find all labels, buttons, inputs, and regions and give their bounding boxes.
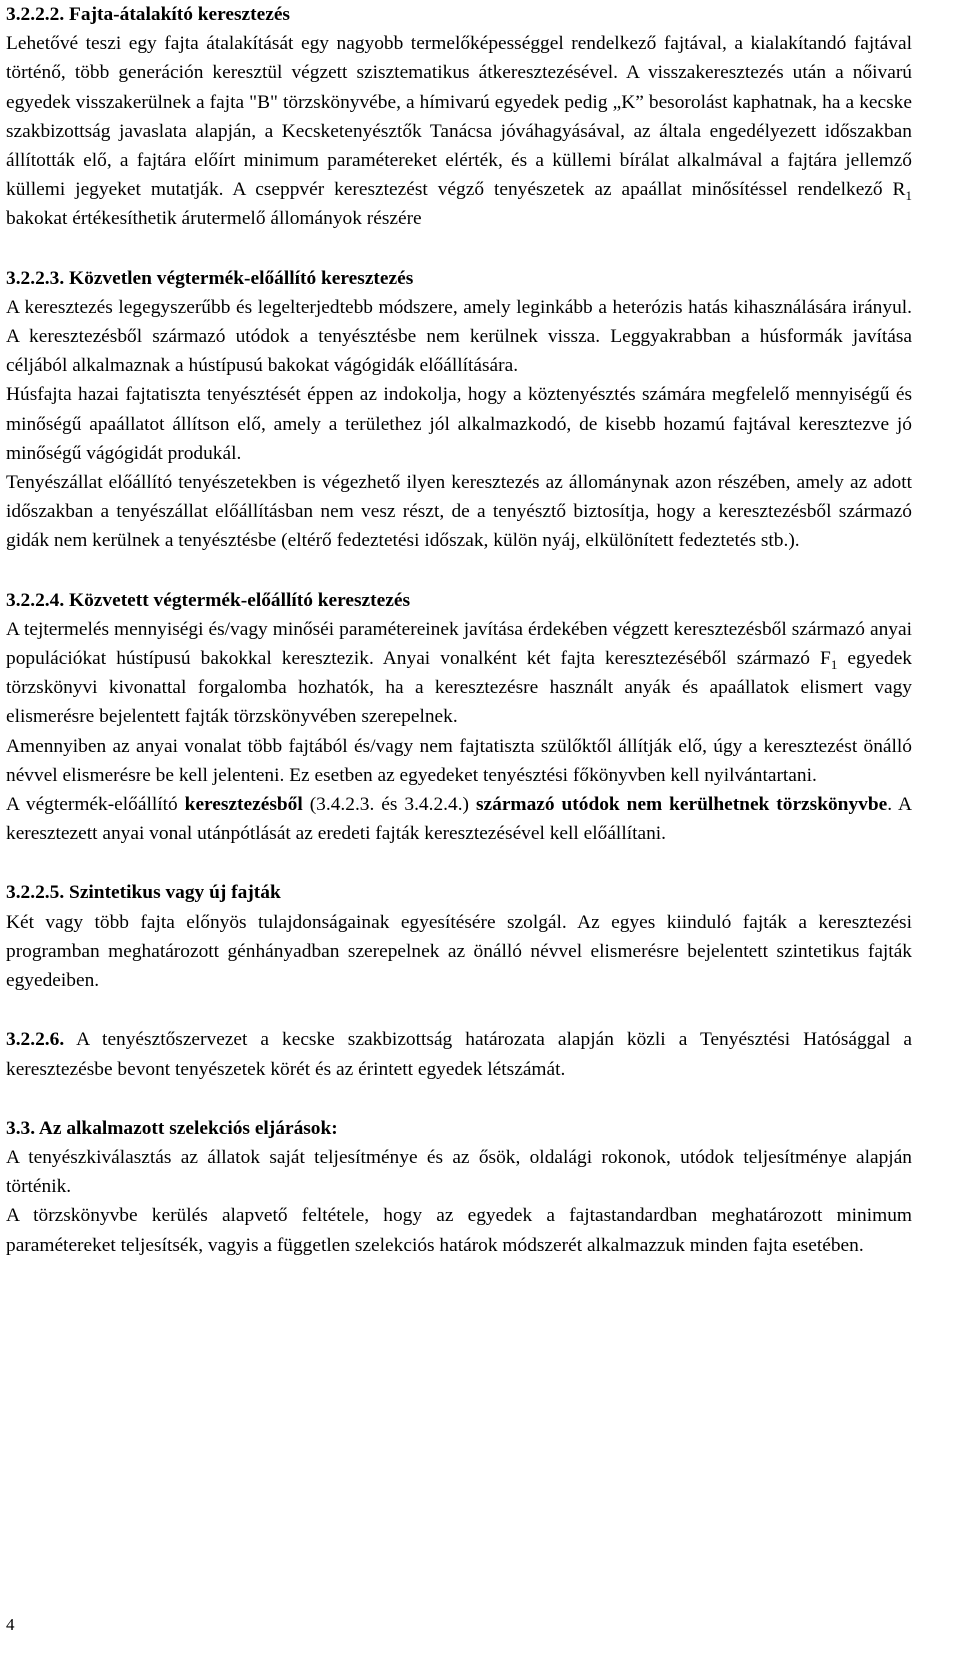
text-run: A végtermék-előállító <box>6 794 185 816</box>
section-title: Szintetikus vagy új fajták <box>69 882 281 904</box>
paragraph-3-2-2-6 <box>6 1025 912 1083</box>
paragraph: Tenyészállat előállító tenyészetekben is végezhető ilyen keresztezés az állománynak azon részében, amely az adott időszakban a tenyészállat előállításban nem vesz részt, de a tenyésztő biztosítja, hogy a keresztezésből származó gidák nem kerülnek a tenyésztésbe (eltérő fedeztetési időszak, külön nyáj, elkülönített fedeztetés stb.). <box>6 472 912 552</box>
section-number: 3.2.2.6. <box>6 1029 65 1051</box>
text-run: egyedek törzskönyvi kivonattal forgalomba hozhatók, ha a keresztezésre használt anyák és apaállatok elismert vagy elismerésre bejelentett fajták törzskönyvében szerepelnek. <box>6 648 912 728</box>
paragraph: A tenyészkiválasztás az állatok saját teljesítménye és az ősök, oldalági rokonok, utódok teljesítménye alapján történik. <box>6 1146 912 1198</box>
heading-fajta-atalakito <box>6 0 912 29</box>
text-run: bakokat értékesíthetik árutermelő állományok részére <box>6 208 422 230</box>
paragraph: Amennyiben az anyai vonalat több fajtából és/vagy nem fajtatiszta szülőktől állítják elő, úgy a keresztezést önálló névvel elismerésre be kell jelenteni. Ez esetben az egyedeket tenyésztési főkönyvben kell nyilvántartani. <box>6 735 912 786</box>
paragraph: Húsfajta hazai fajtatiszta tenyésztését éppen az indokolja, hogy a köztenyésztés számára megfelelő mennyiségű és minőségű apaállatot állítson elő, amely a területhez jól alkalmazkodó, de kisebb hozamú fajtával keresztezve jó minőségű vágógidát produkál. <box>6 384 912 464</box>
section-title: Fajta-átalakító keresztezés <box>69 4 290 25</box>
heading-szintetikus <box>6 878 912 907</box>
section-title: Közvetlen végtermék-előállító keresztezés <box>69 267 414 289</box>
bold-run: keresztezésből <box>184 794 303 816</box>
section-number: 3.2.2.5. <box>6 882 65 904</box>
paragraph: Két vagy több fajta előnyös tulajdonságainak egyesítésére szolgál. Az egyes kiinduló fajták a keresztezési programban meghatározott génhányadban szerepelnek az önálló névvel elismerésre bejelentett szintetikus fajták egyedeiben. <box>6 911 912 992</box>
paragraph <box>6 790 912 848</box>
text-run: A tenyésztőszervezet a kecske szakbizottság határozata alapján közli a Tenyésztési Hatósággal a keresztezésbe bevont tenyészetek körét és az érintett egyedek létszámát. <box>6 1029 912 1080</box>
heading-kozvetett <box>6 586 912 615</box>
text-run: (3.4.2.3. és 3.4.2.4.) <box>302 794 476 816</box>
section-number: 3.2.2.3. <box>6 267 65 289</box>
subscript: 1 <box>830 656 838 672</box>
paragraph <box>6 29 912 233</box>
page-number: 4 <box>6 1615 15 1634</box>
paragraph: A törzskönyvbe kerülés alapvető feltétele, hogy az egyedek a fajtastandardban meghatározott minimum paramétereket teljesítsék, vagyis a független szelekciós határok módszerét alkalmazzuk minden fajta esetében. <box>6 1205 912 1256</box>
text-run: Lehetővé teszi egy fajta átalakítását egy nagyobb termelőképességgel rendelkező fajtával, a kialakítandó fajtával történő, több generáción keresztül végzett szisztematikus átkeresztezésével. A visszakeresztezés után a nőivarú egyedek visszakerülnek a fajta "B" törzskönyvébe, a hímivarú egyedek pedig „K” besorolást kaphatnak, ha a kecske szakbizottság javaslata alapján, a Kecsketenyésztők Tanácsa jóváhagyásával, az általa engedélyezett időszakban állították elő, a fajtára előírt minimum paramétereket elérték, és a küllemi bírálat alkalmával a fajtára jellemző küllemi jegyeket mutatják. A cseppvér keresztezést végző tenyészetek az apaállat minősítéssel rendelkező R <box>6 33 912 201</box>
section-number: 3.2.2.4. <box>6 589 65 611</box>
section-number: 3.2.2.2. <box>6 4 65 25</box>
text-run: . A keresztezett anyai vonal utánpótlását az eredeti fajták keresztezésével kell előállítani. <box>6 794 912 845</box>
heading-szelekcios <box>6 1114 912 1143</box>
section-title: Közvetett végtermék-előállító keresztezés <box>69 589 410 611</box>
text-run: A tejtermelés mennyiségi és/vagy minőséi paramétereinek javítása érdekében végzett keresztezésből származó anyai populációkat hústípusú bakokkal keresztezik. Anyai vonalként két fajta keresztezéséből származó F <box>6 618 912 670</box>
paragraph <box>6 615 912 732</box>
section-title: Az alkalmazott szelekciós eljárások: <box>38 1117 338 1139</box>
subscript: 1 <box>905 188 912 204</box>
bold-run: származó utódok nem kerülhetnek törzskönyvbe <box>475 794 888 816</box>
document-page <box>6 0 912 1260</box>
section-number: 3.3. <box>6 1117 36 1139</box>
heading-kozvetlen <box>6 264 912 293</box>
paragraph: A keresztezés legegyszerűbb és legelterjedtebb módszere, amely leginkább a heterózis hatás kihasználására irányul. A keresztezésből származó utódok a tenyésztésbe nem kerülnek vissza. Leggyakrabban a húsformák javítása céljából alkalmaznak a hústípusú bakokat vágógidák előállítására. <box>6 296 912 377</box>
